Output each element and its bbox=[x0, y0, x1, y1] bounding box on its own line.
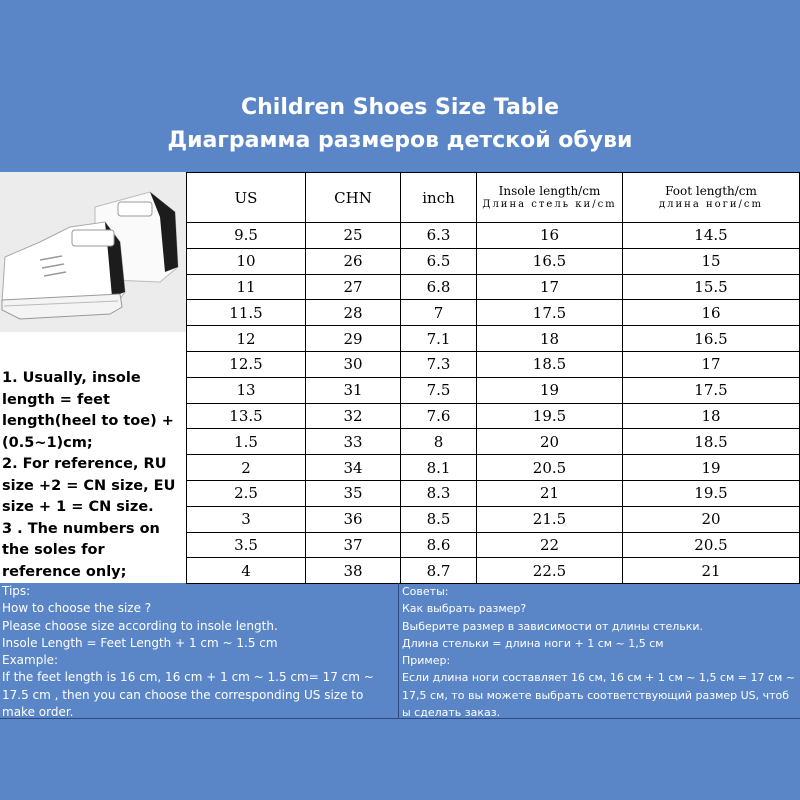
cell-us: 12 bbox=[187, 326, 306, 352]
cell-chn: 38 bbox=[306, 558, 401, 584]
cell-inch: 8 bbox=[401, 429, 477, 455]
tip-line: Как выбрать размер? bbox=[402, 602, 527, 616]
tip-line: Insole Length = Feet Length + 1 cm ~ 1.5 cm bbox=[2, 635, 278, 650]
size-table bbox=[186, 172, 800, 584]
tip-line: Если длина ноги составляет 16 см, 16 см + 1 см ~ 1,5 см = 17 см ~ 17,5 см, то вы можете выбрать соответствующий размер US, чтоб ы сделать заказ. bbox=[402, 671, 796, 720]
cell-us: 11.5 bbox=[187, 300, 306, 326]
table-row bbox=[187, 223, 800, 249]
cell-inch: 6.5 bbox=[401, 248, 477, 274]
cell-foot: 20.5 bbox=[623, 532, 800, 558]
cell-insole: 21.5 bbox=[477, 506, 623, 532]
cell-chn: 36 bbox=[306, 506, 401, 532]
cell-chn: 35 bbox=[306, 480, 401, 506]
table-row bbox=[187, 248, 800, 274]
cell-foot: 16 bbox=[623, 300, 800, 326]
header-insole-en: Insole length/cm bbox=[498, 183, 601, 198]
title-english: Children Shoes Size Table bbox=[240, 95, 560, 120]
cell-insole: 19 bbox=[477, 377, 623, 403]
cell-inch: 7 bbox=[401, 300, 477, 326]
tips-russian bbox=[402, 583, 798, 718]
cell-foot: 18 bbox=[623, 403, 800, 429]
table-row bbox=[187, 377, 800, 403]
cell-insole: 22.5 bbox=[477, 558, 623, 584]
cell-inch: 7.3 bbox=[401, 351, 477, 377]
cell-foot: 19 bbox=[623, 455, 800, 481]
cell-insole: 17.5 bbox=[477, 300, 623, 326]
cell-inch: 8.3 bbox=[401, 480, 477, 506]
tip-line: Советы: bbox=[402, 585, 449, 598]
cell-inch: 7.5 bbox=[401, 377, 477, 403]
cell-inch: 7.1 bbox=[401, 326, 477, 352]
tip-line: Please choose size according to insole length. bbox=[2, 618, 278, 633]
header-inch: inch bbox=[401, 173, 477, 223]
cell-chn: 30 bbox=[306, 351, 401, 377]
tips-divider bbox=[398, 583, 399, 718]
cell-inch: 8.1 bbox=[401, 455, 477, 481]
cell-inch: 6.3 bbox=[401, 223, 477, 249]
cell-insole: 16 bbox=[477, 223, 623, 249]
tips-english bbox=[2, 583, 396, 718]
cell-us: 2.5 bbox=[187, 480, 306, 506]
tip-line: How to choose the size ? bbox=[2, 601, 152, 616]
cell-foot: 17.5 bbox=[623, 377, 800, 403]
cell-inch: 6.8 bbox=[401, 274, 477, 300]
header-foot bbox=[623, 173, 800, 223]
table-row bbox=[187, 506, 800, 532]
table-body bbox=[187, 223, 800, 584]
table-row bbox=[187, 274, 800, 300]
cell-us: 13.5 bbox=[187, 403, 306, 429]
table-row bbox=[187, 455, 800, 481]
cell-us: 12.5 bbox=[187, 351, 306, 377]
cell-insole: 20 bbox=[477, 429, 623, 455]
cell-inch: 7.6 bbox=[401, 403, 477, 429]
cell-insole: 19.5 bbox=[477, 403, 623, 429]
cell-foot: 14.5 bbox=[623, 223, 800, 249]
cell-foot: 19.5 bbox=[623, 480, 800, 506]
table-row bbox=[187, 558, 800, 584]
cell-insole: 18.5 bbox=[477, 351, 623, 377]
cell-inch: 8.5 bbox=[401, 506, 477, 532]
header-insole bbox=[477, 173, 623, 223]
tip-line: Example: bbox=[2, 653, 59, 668]
tip-line: Выберите размер в зависимости от длины стельки. bbox=[402, 619, 704, 633]
cell-us: 4 bbox=[187, 558, 306, 584]
tip-line: If the feet length is 16 cm, 16 cm + 1 cm ~ 1.5 cm= 17 cm ~ 17.5 cm , then you can choose the corresponding US size to make order. bbox=[2, 670, 374, 720]
cell-chn: 27 bbox=[306, 274, 401, 300]
cell-inch: 8.7 bbox=[401, 558, 477, 584]
cell-us: 9.5 bbox=[187, 223, 306, 249]
table-row bbox=[187, 532, 800, 558]
tip-line: Длина стельки = длина ноги + 1 см ~ 1,5 см bbox=[402, 636, 664, 650]
sneakers-icon bbox=[0, 172, 186, 332]
cell-us: 3 bbox=[187, 506, 306, 532]
cell-foot: 20 bbox=[623, 506, 800, 532]
cell-inch: 8.6 bbox=[401, 532, 477, 558]
cell-foot: 18.5 bbox=[623, 429, 800, 455]
header-row bbox=[187, 173, 800, 223]
cell-chn: 29 bbox=[306, 326, 401, 352]
cell-insole: 21 bbox=[477, 480, 623, 506]
cell-foot: 17 bbox=[623, 351, 800, 377]
cell-chn: 28 bbox=[306, 300, 401, 326]
table-row bbox=[187, 351, 800, 377]
cell-us: 10 bbox=[187, 248, 306, 274]
cell-chn: 26 bbox=[306, 248, 401, 274]
cell-us: 13 bbox=[187, 377, 306, 403]
header-chn: CHN bbox=[306, 173, 401, 223]
header-insole-ru: Длина стель ки/cm bbox=[482, 198, 617, 210]
table-row bbox=[187, 300, 800, 326]
tip-line: Tips: bbox=[2, 584, 31, 598]
cell-chn: 25 bbox=[306, 223, 401, 249]
header-foot-ru: длина ноги/cm bbox=[658, 198, 764, 210]
table-row bbox=[187, 403, 800, 429]
tip-line: Пример: bbox=[402, 654, 451, 668]
shoe-photo bbox=[0, 172, 186, 332]
cell-foot: 15.5 bbox=[623, 274, 800, 300]
notes bbox=[2, 368, 184, 583]
cell-us: 1.5 bbox=[187, 429, 306, 455]
cell-chn: 33 bbox=[306, 429, 401, 455]
cell-foot: 16.5 bbox=[623, 326, 800, 352]
table-row bbox=[187, 480, 800, 506]
header-us: US bbox=[187, 173, 306, 223]
note-1: 1. Usually, insole length = feet length(heel to toe) + (0.5~1)cm; bbox=[2, 370, 174, 451]
cell-insole: 22 bbox=[477, 532, 623, 558]
cell-chn: 31 bbox=[306, 377, 401, 403]
note-3: 3 . The numbers on the soles for reference only; bbox=[2, 520, 160, 580]
cell-insole: 18 bbox=[477, 326, 623, 352]
cell-foot: 21 bbox=[623, 558, 800, 584]
table-row bbox=[187, 326, 800, 352]
cell-chn: 34 bbox=[306, 455, 401, 481]
cell-insole: 20.5 bbox=[477, 455, 623, 481]
cell-us: 11 bbox=[187, 274, 306, 300]
note-2: 2. For reference, RU size +2 = CN size, EU size + 1 = CN size. bbox=[2, 456, 176, 515]
header-foot-en: Foot length/cm bbox=[665, 183, 757, 198]
cell-chn: 37 bbox=[306, 532, 401, 558]
table-row bbox=[187, 429, 800, 455]
cell-us: 3.5 bbox=[187, 532, 306, 558]
title-russian: Диаграмма размеров детской обуви bbox=[167, 128, 633, 153]
cell-foot: 15 bbox=[623, 248, 800, 274]
cell-chn: 32 bbox=[306, 403, 401, 429]
cell-us: 2 bbox=[187, 455, 306, 481]
cell-insole: 17 bbox=[477, 274, 623, 300]
cell-insole: 16.5 bbox=[477, 248, 623, 274]
